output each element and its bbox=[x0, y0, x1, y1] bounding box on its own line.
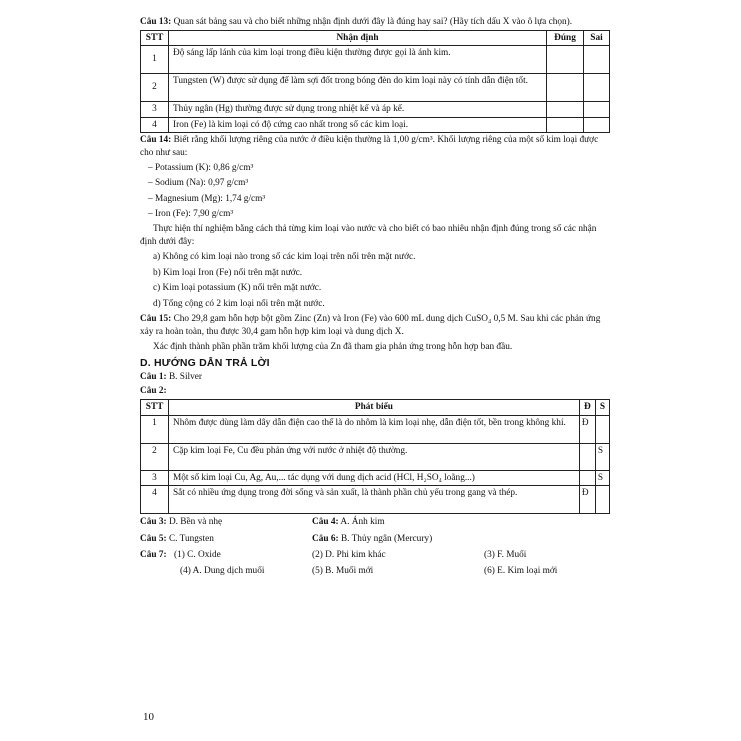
false-checkbox-cell[interactable] bbox=[584, 102, 610, 118]
table-row bbox=[141, 74, 610, 102]
row-stt: 3 bbox=[141, 102, 169, 118]
table-row bbox=[141, 470, 610, 486]
header-s: S bbox=[595, 400, 609, 416]
row-text: Độ sáng lấp lánh của kim loại trong điều kiện thường được gọi là ánh kim. bbox=[169, 46, 547, 74]
row-stt: 2 bbox=[141, 443, 169, 470]
question-13-label: Câu 13: bbox=[140, 17, 172, 27]
density-item: – Potassium (K): 0,86 g/cm³ bbox=[148, 163, 254, 174]
answer-4-text: A. Ánh kim bbox=[340, 517, 385, 528]
question-14-text: Biết rằng khối lượng riêng của nước ở điều kiện thường là 1,00 g/cm³. Khối lượng riêng của một số kim loại được cho như sau: bbox=[140, 135, 599, 158]
answer-3-label: Câu 3: bbox=[140, 517, 167, 528]
true-checkbox-cell[interactable] bbox=[547, 74, 584, 102]
header-true: Đúng bbox=[547, 30, 584, 46]
answer-1-text: B. Silver bbox=[168, 371, 202, 382]
row-s bbox=[595, 486, 609, 514]
option-d: d) Tổng cộng có 2 kim loại nổi trên mặt nước. bbox=[153, 298, 325, 309]
question-14-label: Câu 14: bbox=[140, 135, 172, 146]
row-d: Đ bbox=[579, 415, 595, 443]
true-checkbox-cell[interactable] bbox=[547, 102, 584, 118]
table-header-row bbox=[141, 400, 610, 416]
question-15-text: Cho 29,8 gam hỗn hợp bột gồm Zinc (Zn) và Iron (Fe) vào 600 mL dung dịch CuSO₄ 0,5 M. Sau khi các phản ứng xảy ra hoàn toàn, thu được 30,4 gam hỗn hợp kim loại và dung dịch X. bbox=[140, 314, 601, 338]
question-14 bbox=[140, 134, 610, 159]
answer-6-label: Câu 6: bbox=[312, 533, 339, 544]
density-item: – Magnesium (Mg): 1,74 g/cm³ bbox=[148, 193, 266, 204]
row-stt: 4 bbox=[141, 486, 169, 514]
question-15 bbox=[140, 313, 610, 338]
row-stt: 1 bbox=[141, 415, 169, 443]
row-s: S bbox=[595, 470, 609, 486]
row-stt: 1 bbox=[141, 46, 169, 74]
table-row bbox=[141, 117, 610, 133]
row-stt: 4 bbox=[141, 117, 169, 133]
false-checkbox-cell[interactable] bbox=[584, 46, 610, 74]
question-14-instruction: Thực hiện thí nghiệm bằng cách thả từng kim loại vào nước và cho biết có bao nhiêu nhận định đúng trong số các nhận định dưới đây: bbox=[140, 223, 597, 247]
true-checkbox-cell[interactable] bbox=[547, 46, 584, 74]
question-13-text: Quan sát bảng sau và cho biết những nhận định dưới đây là đúng hay sai? (Hãy tích dấu X vào ô lựa chọn). bbox=[173, 17, 573, 27]
answer-3-text: D. Bền và nhẹ bbox=[168, 517, 223, 528]
answer-6 bbox=[312, 533, 432, 546]
answer-5 bbox=[140, 533, 312, 546]
answer-7-item: (3) F. Muối bbox=[484, 550, 527, 561]
answer-7-item: (6) E. Kim loại mới bbox=[484, 566, 558, 576]
question-15-label: Câu 15: bbox=[140, 314, 172, 325]
row-text: Thủy ngân (Hg) thường được sử dụng trong nhiệt kế và áp kế. bbox=[169, 102, 547, 118]
table-row bbox=[141, 102, 610, 118]
row-d bbox=[579, 443, 595, 470]
row-stt: 2 bbox=[141, 74, 169, 102]
header-stt: STT bbox=[141, 400, 169, 416]
table-row bbox=[141, 443, 610, 470]
row-text: Nhôm được dùng làm dây dẫn điện cao thế là do nhôm là kim loại nhẹ, dẫn điện tốt, bền trong không khí. bbox=[169, 415, 580, 443]
true-checkbox-cell[interactable] bbox=[547, 117, 584, 133]
table-row bbox=[141, 46, 610, 74]
answers-heading: D. HƯỚNG DẪN TRẢ LỜI bbox=[140, 357, 270, 370]
answer-7-label bbox=[140, 549, 174, 562]
answer-2-label bbox=[140, 385, 610, 398]
header-false: Sai bbox=[584, 30, 610, 46]
answers-7-line2 bbox=[140, 565, 610, 578]
row-d: Đ bbox=[579, 486, 595, 514]
answer-3 bbox=[140, 516, 312, 529]
header-d: Đ bbox=[579, 400, 595, 416]
header-statement: Nhận định bbox=[169, 30, 547, 46]
row-text: Tungsten (W) được sử dụng để làm sợi đốt trong bóng đèn do kim loại này có tính dẫn điện tốt. bbox=[169, 74, 547, 102]
table-row bbox=[141, 415, 610, 443]
question-13-table bbox=[140, 30, 610, 134]
question-15-question: Xác định thành phần phần trăm khối lượng của Zn đã tham gia phản ứng trong hỗn hợp ban đầu. bbox=[153, 341, 513, 352]
row-text: Iron (Fe) là kim loại có độ cứng cao nhất trong số các kim loại. bbox=[169, 117, 547, 133]
false-checkbox-cell[interactable] bbox=[584, 74, 610, 102]
row-d bbox=[579, 470, 595, 486]
row-stt: 3 bbox=[141, 470, 169, 486]
header-stt: STT bbox=[141, 30, 169, 46]
option-a: a) Không có kim loại nào trong số các kim loại trên nổi trên mặt nước. bbox=[153, 252, 416, 263]
table-row bbox=[141, 486, 610, 514]
answer-7-item: (1) C. Oxide bbox=[174, 550, 221, 561]
document-page bbox=[140, 16, 610, 578]
table-header-row bbox=[141, 30, 610, 46]
answer-1-label: Câu 1: bbox=[140, 371, 167, 382]
answer-5-label: Câu 5: bbox=[140, 533, 167, 544]
answer-5-text: C. Tungsten bbox=[168, 533, 214, 544]
answer-2-table bbox=[140, 399, 610, 514]
option-b: b) Kim loại Iron (Fe) nổi trên mặt nước. bbox=[153, 267, 303, 278]
page-number: 10 bbox=[143, 711, 154, 723]
answer-1 bbox=[140, 371, 610, 384]
answer-4 bbox=[312, 516, 385, 529]
answer-4-label: Câu 4: bbox=[312, 517, 339, 528]
density-item: – Sodium (Na): 0,97 g/cm³ bbox=[148, 178, 249, 189]
answer-7-item: (4) A. Dung dịch muối bbox=[180, 566, 265, 576]
row-s bbox=[595, 415, 609, 443]
option-c: c) Kim loại potassium (K) nổi trên mặt nước. bbox=[153, 283, 322, 294]
answers-5-6 bbox=[140, 533, 610, 546]
row-text: Cặp kim loại Fe, Cu đều phản ứng với nước ở nhiệt độ thường. bbox=[169, 443, 580, 470]
row-text: Sắt có nhiều ứng dụng trong đời sống và sản xuất, là thành phần chủ yếu trong gang và thép. bbox=[169, 486, 580, 514]
question-13 bbox=[140, 16, 610, 29]
answers-3-4 bbox=[140, 516, 610, 529]
answer-7-item: (2) D. Phi kim khác bbox=[312, 550, 386, 561]
answer-6-text: B. Thủy ngân (Mercury) bbox=[340, 533, 433, 544]
row-s: S bbox=[595, 443, 609, 470]
row-text: Một số kim loại Cu, Ag, Au,... tác dụng với dung dịch acid (HCl, H₂SO₄ loãng...) bbox=[169, 470, 580, 486]
answer-2-label-text: Câu 2: bbox=[140, 386, 167, 397]
false-checkbox-cell[interactable] bbox=[584, 117, 610, 133]
density-item: – Iron (Fe): 7,90 g/cm³ bbox=[148, 208, 234, 219]
answer-7-item: (5) B. Muối mới bbox=[312, 566, 374, 576]
answer-7-label-text: Câu 7: bbox=[140, 550, 167, 561]
answers-7-line1 bbox=[140, 549, 610, 562]
header-statement: Phát biểu bbox=[169, 400, 580, 416]
